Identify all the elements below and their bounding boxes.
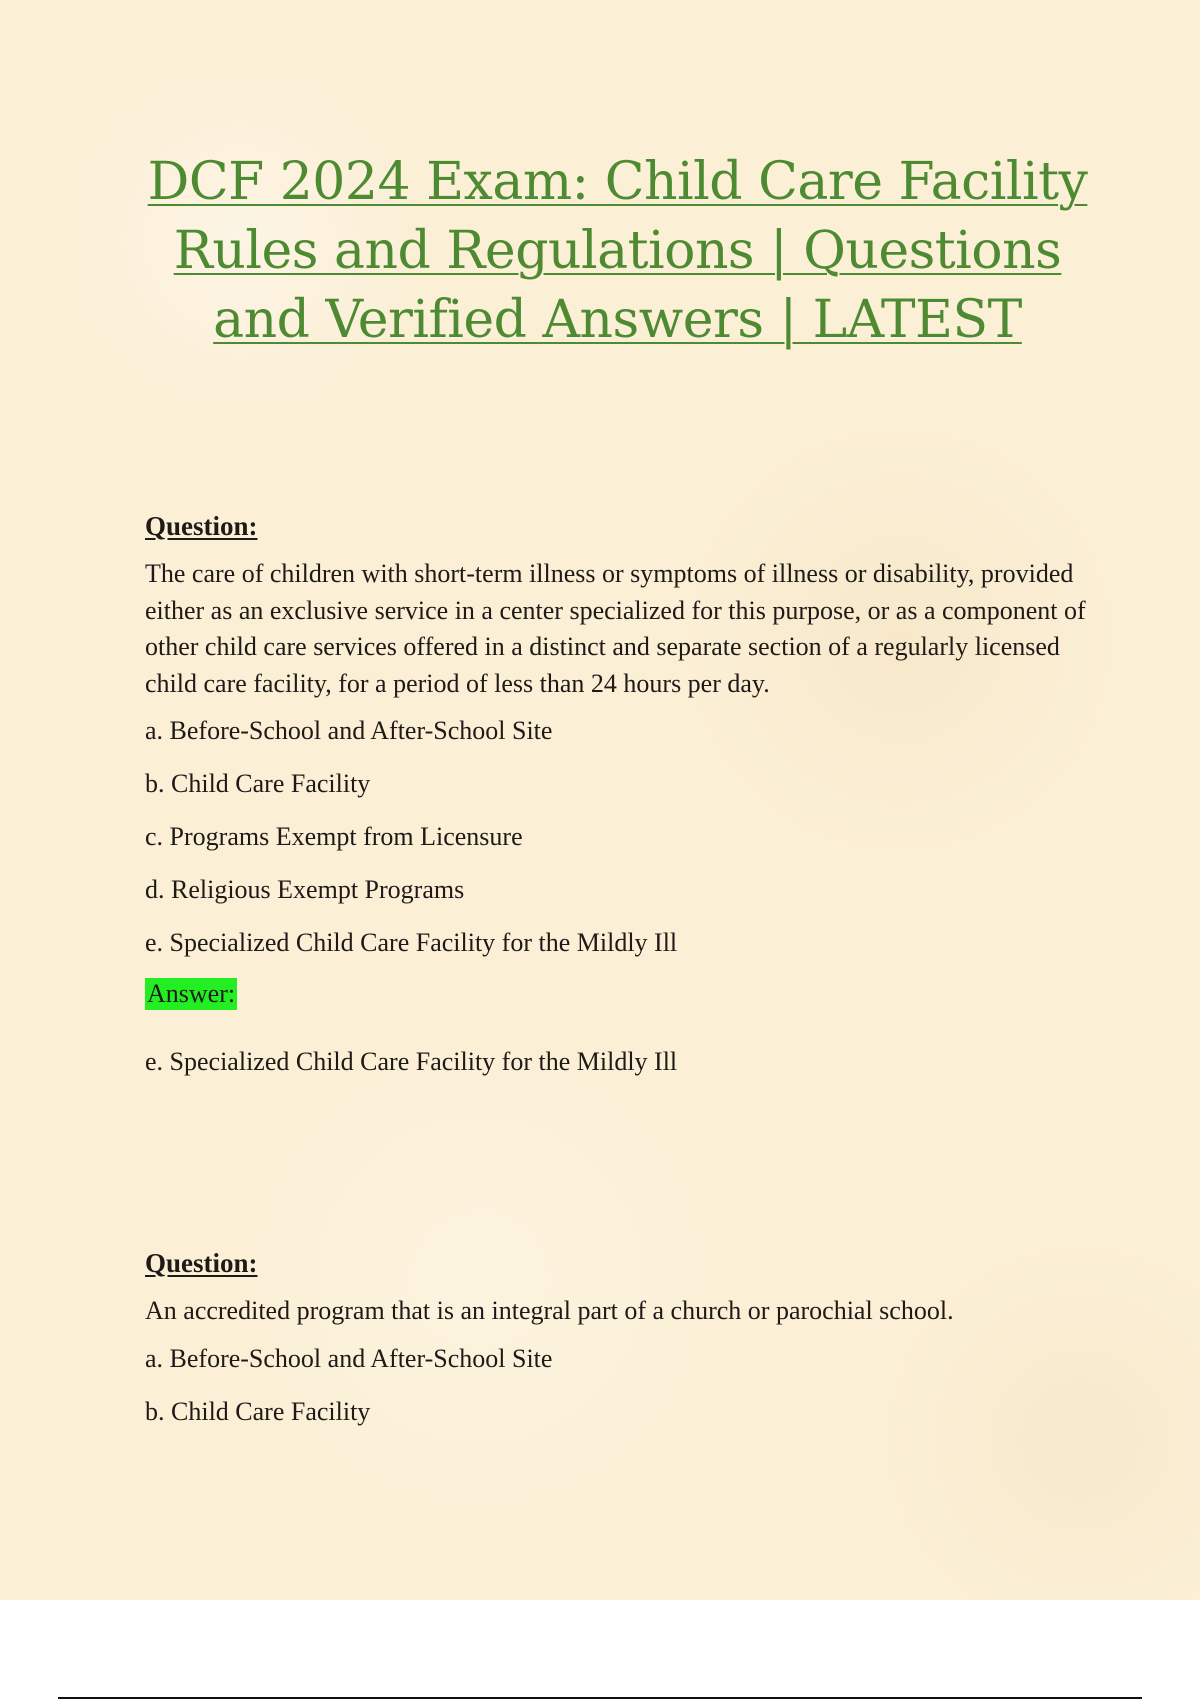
option-a: a. Before-School and After-School Site xyxy=(145,1343,553,1373)
document-title xyxy=(120,148,1115,355)
question-label: Question: xyxy=(145,1248,258,1278)
option-c: c. Programs Exempt from Licensure xyxy=(145,822,523,851)
title-line-3: and Verified Answers | LATEST xyxy=(213,290,1022,350)
option-b: b. Child Care Facility xyxy=(145,1396,371,1426)
option-e: e. Specialized Child Care Facility for the Mildly Ill xyxy=(145,928,678,957)
question-label: Question: xyxy=(145,511,258,541)
footer-divider xyxy=(58,1697,1142,1699)
title-line-2: Rules and Regulations | Questions xyxy=(173,221,1062,281)
question-text: An accredited program that is an integral part of a church or parochial school. xyxy=(145,1296,954,1325)
option-b: b. Child Care Facility xyxy=(145,769,371,798)
question-block-2 xyxy=(145,1243,1095,1447)
question-text: The care of children with short-term illness or symptoms of illness or disability, provided either as an exclusive service in a center specialized for this purpose, or as a component of other child care services offered in a distinct and separate section of a regularly licensed child care facility, for a period of less than 24 hours per day. xyxy=(145,559,1086,698)
answer-row xyxy=(145,978,1095,1027)
title-line-1: DCF 2024 Exam: Child Care Facility xyxy=(147,152,1088,212)
answer-value: e. Specialized Child Care Facility for the Mildly Ill xyxy=(145,1047,678,1076)
option-a: a. Before-School and After-School Site xyxy=(145,716,553,745)
option-d: d. Religious Exempt Programs xyxy=(145,875,465,904)
answer-label: Answer: xyxy=(147,979,236,1008)
question-block-1 xyxy=(145,506,1095,1080)
